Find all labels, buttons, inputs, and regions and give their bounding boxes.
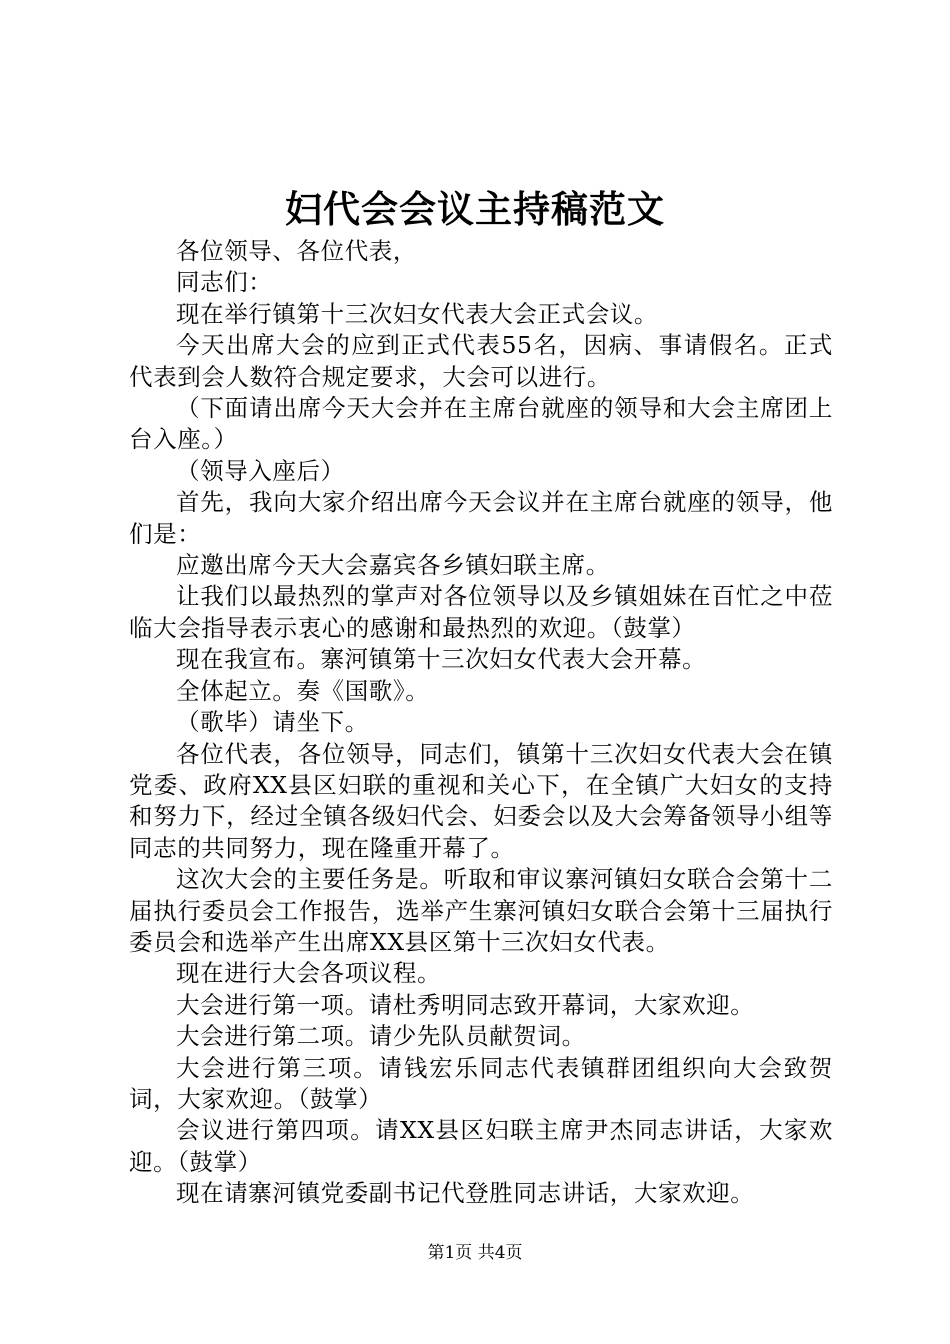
paragraph: 全体起立。奏《国歌》。: [176, 676, 430, 705]
page-indicator: 第1页 共4页: [427, 1243, 523, 1263]
paragraph: （歌毕）请坐下。: [176, 708, 369, 737]
paragraph: 让我们以最热烈的掌声对各位领导以及乡镇姐妹在百忙之中莅临大会指导表示衷心的感谢和最热烈的欢迎。（鼓掌）: [129, 582, 833, 642]
paragraph: 这次大会的主要任务是。听取和审议寨河镇妇女联合会第十二届执行委员会工作报告，选举产生寨河镇妇女联合会第十三届执行委员会和选举产生出席XX县区第十三次妇女代表。: [129, 865, 833, 956]
paragraph: （下面请出席今天大会并在主席台就座的领导和大会主席团上台入座。）: [129, 394, 833, 454]
paragraph: 现在我宣布。寨河镇第十三次妇女代表大会开幕。: [176, 645, 707, 674]
paragraph: 会议进行第四项。请XX县区妇联主席尹杰同志讲话，大家欢迎。（鼓掌）: [129, 1116, 833, 1176]
document-title: 妇代会会议主持稿范文: [285, 187, 665, 231]
paragraph: 首先，我向大家介绍出席今天会议并在主席台就座的领导，他们是：: [129, 488, 833, 548]
paragraph: 今天出席大会的应到正式代表55名，因病、事请假名。正式代表到会人数符合规定要求，大会可以进行。: [129, 331, 833, 391]
paragraph: （领导入座后）: [176, 456, 345, 485]
paragraph: 应邀出席今天大会嘉宾各乡镇妇联主席。: [176, 551, 610, 580]
paragraph: 同志们：: [176, 268, 273, 297]
paragraph: 各位代表，各位领导，同志们，镇第十三次妇女代表大会在镇党委、政府XX县区妇联的重视和关心下，在全镇广大妇女的支持和努力下，经过全镇各级妇代会、妇委会以及大会筹备领导小组等同志的共同努力，现在隆重开幕了。: [129, 739, 833, 862]
paragraph: 现在请寨河镇党委副书记代登胜同志讲话，大家欢迎。: [176, 1179, 755, 1208]
document-body: [129, 236, 833, 1210]
paragraph: 大会进行第三项。请钱宏乐同志代表镇群团组织向大会致贺词，大家欢迎。（鼓掌）: [129, 1053, 833, 1113]
paragraph: 大会进行第一项。请杜秀明同志致开幕词，大家欢迎。: [176, 990, 755, 1019]
paragraph: 现在举行镇第十三次妇女代表大会正式会议。: [176, 299, 658, 328]
paragraph: 各位领导、各位代表，: [176, 237, 417, 265]
paragraph: 现在进行大会各项议程。: [176, 959, 442, 988]
paragraph: 大会进行第二项。请少先队员献贺词。: [176, 1022, 586, 1051]
